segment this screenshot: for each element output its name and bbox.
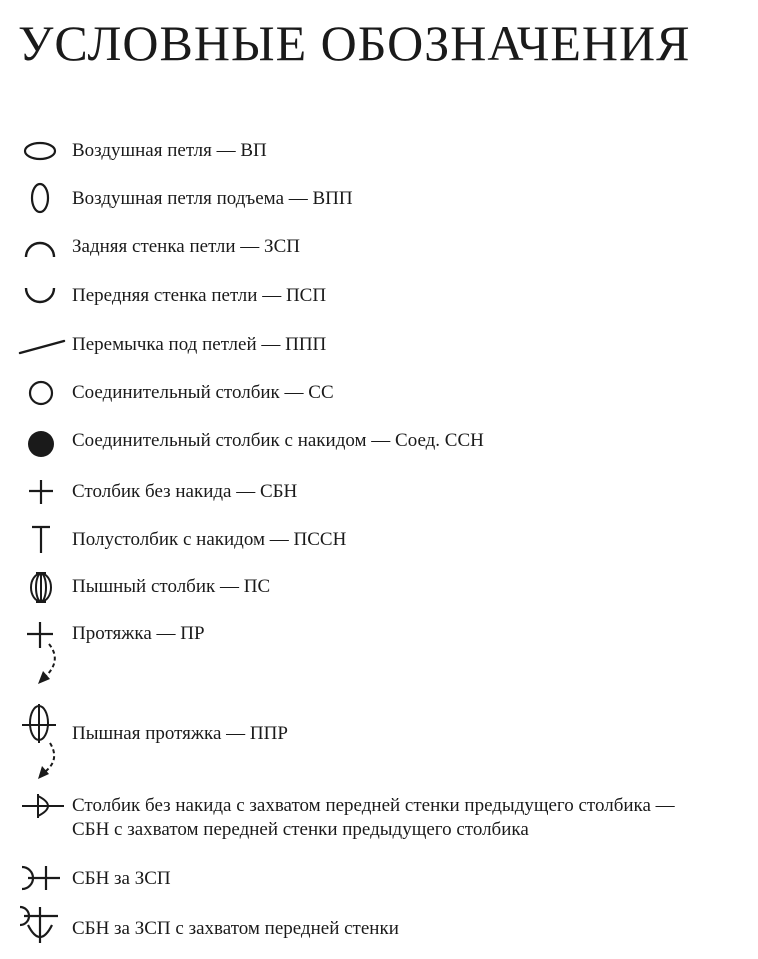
front-loop-arc-icon (0, 284, 60, 312)
legend-label: СБН за ЗСП с захватом передней стенки (72, 918, 399, 939)
sc-back-loop-front-wall-icon (0, 905, 70, 949)
legend-label-line-1: Столбик без накида с захватом передней стенки предыдущего столбика — (72, 795, 675, 816)
legend-item-bar-under-loop (0, 333, 758, 361)
legend-item-slip-stitch-yo (0, 429, 758, 461)
legend-item-puff-stitch (0, 571, 758, 605)
turning-chain-vertical-oval-icon (0, 184, 60, 216)
page-title: УСЛОВНЫЕ ОБОЗНАЧЕНИЯ (18, 15, 691, 71)
legend-item-chain-stitch (0, 138, 758, 166)
legend-item-back-loop (0, 235, 758, 263)
sc-front-wall-capture-icon (0, 790, 70, 820)
puff-stitch-icon (0, 571, 60, 605)
cross-dashed-arrow-icon (0, 620, 70, 690)
legend-item-slip-stitch (0, 380, 758, 408)
legend-item-half-double-crochet (0, 525, 758, 557)
legend-label: Задняя стенка петли — ЗСП (72, 236, 300, 257)
legend-label: Перемычка под петлей — ППП (72, 334, 327, 355)
legend-label: Протяжка — ПР (72, 623, 205, 644)
filled-circle-icon (0, 429, 60, 461)
back-loop-arc-icon (0, 235, 60, 263)
t-shape-icon (0, 525, 60, 557)
legend-item-puff-pull-through (0, 703, 758, 783)
legend-label: Воздушная петля подъема — ВПП (72, 188, 353, 209)
slip-stitch-circle-icon (0, 380, 60, 408)
bar-under-loop-line-icon (0, 333, 70, 361)
legend-item-sc-back-loop-front-wall (0, 905, 758, 949)
legend-item-sc-front-wall-capture (0, 790, 758, 846)
legend-label: Соединительный столбик — СС (72, 382, 334, 403)
legend-item-single-crochet (0, 478, 758, 508)
legend-label: Воздушная петля — ВП (72, 140, 267, 161)
legend-label (72, 794, 732, 842)
legend-label: Столбик без накида — СБН (72, 481, 298, 502)
plus-cross-icon (0, 478, 60, 508)
legend-label: Пышная протяжка — ППР (72, 723, 288, 744)
legend-label: Передняя стенка петли — ПСП (72, 285, 327, 306)
legend-label: Пышный столбик — ПС (72, 576, 271, 597)
oval-cross-dashed-arrow-icon (0, 703, 70, 783)
legend-item-sc-back-loop (0, 864, 758, 894)
legend-item-turning-chain (0, 184, 758, 216)
legend-label: СБН за ЗСП (72, 868, 171, 889)
legend-label: Соединительный столбик с накидом — Соед. ССН (72, 430, 484, 451)
legend-item-pull-through (0, 620, 758, 690)
legend-item-front-loop (0, 284, 758, 312)
legend-label: Полустолбик с накидом — ПССН (72, 529, 347, 550)
chain-stitch-oval-icon (0, 138, 60, 166)
sc-back-loop-icon (0, 864, 70, 894)
legend-label-line-2: СБН с захватом передней стенки предыдущего столбика (72, 819, 529, 840)
